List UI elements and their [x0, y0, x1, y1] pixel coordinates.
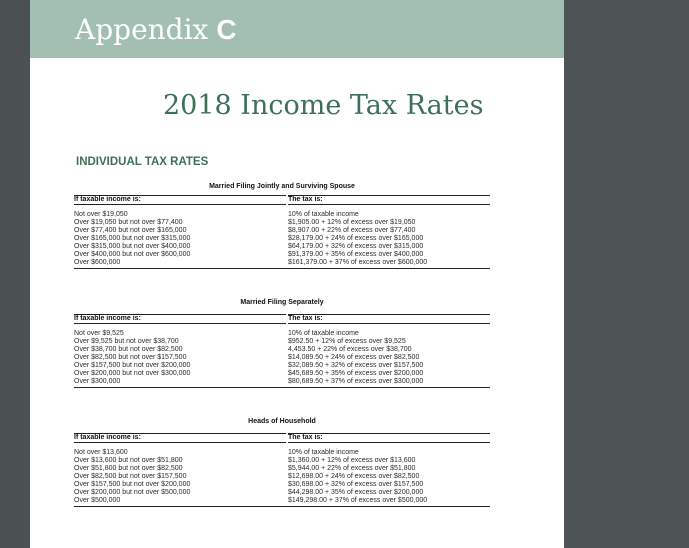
document-page: [30, 0, 564, 548]
table-row: [74, 497, 490, 505]
tax-cell: $149,298.00 + 37% of excess over $500,000: [288, 497, 428, 504]
table-body: [74, 449, 490, 505]
tax-cell: $14,089.50 + 24% of excess over $82,500: [288, 354, 420, 361]
income-cell: Over $157,500 but not over $200,000: [74, 362, 191, 369]
table-row: [74, 235, 490, 243]
table-bottom-rule: [74, 387, 490, 388]
table-row: [74, 211, 490, 219]
table-row: [74, 473, 490, 481]
col-header-income: If taxable income is:: [74, 314, 286, 324]
tax-cell: $64,179.00 + 32% of excess over $315,000: [288, 243, 424, 250]
income-cell: Not over $19,050: [74, 211, 128, 218]
tax-cell: $80,689.50 + 37% of excess over $300,000: [288, 378, 424, 385]
page-title: 2018 Income Tax Rates: [163, 90, 484, 121]
income-cell: Over $13,600 but not over $51,800: [74, 457, 183, 464]
tax-cell: $45,689.50 + 35% of excess over $200,000: [288, 370, 424, 377]
col-header-tax: The tax is:: [288, 195, 490, 205]
table-row: [74, 370, 490, 378]
table-caption: Married Filing Jointly and Surviving Spouse: [209, 183, 355, 190]
table-caption: Married Filing Separately: [240, 299, 324, 306]
table-row: [74, 457, 490, 465]
tax-cell: 10% of taxable income: [288, 330, 359, 337]
tax-cell: $32,089.50 + 32% of excess over $157,500: [288, 362, 424, 369]
col-header-income: If taxable income is:: [74, 195, 286, 205]
tax-cell: $1,905.00 + 12% of excess over $19,050: [288, 219, 416, 226]
table-row: [74, 449, 490, 457]
table-row: [74, 330, 490, 338]
income-cell: Over $165,000 but not over $315,000: [74, 235, 191, 242]
tax-cell: 10% of taxable income: [288, 211, 359, 218]
section-heading: INDIVIDUAL TAX RATES: [76, 156, 209, 168]
table-row: [74, 346, 490, 354]
income-cell: Not over $9,525: [74, 330, 124, 337]
table-row: [74, 465, 490, 473]
table-row: [74, 354, 490, 362]
col-header-tax: The tax is:: [288, 314, 490, 324]
table-row: [74, 378, 490, 386]
table-row: [74, 481, 490, 489]
table-row: [74, 243, 490, 251]
table-row: [74, 338, 490, 346]
tax-cell: 10% of taxable income: [288, 449, 359, 456]
appendix-letter: C: [216, 14, 237, 45]
tax-cell: $28,179.00 + 24% of excess over $165,000: [288, 235, 424, 242]
income-cell: Over $315,000 but not over $400,000: [74, 243, 191, 250]
income-cell: Over $600,000: [74, 259, 121, 266]
income-cell: Over $300,000: [74, 378, 121, 385]
table-header: [74, 314, 490, 323]
table-row: [74, 362, 490, 370]
table-body: [74, 330, 490, 386]
table-row: [74, 489, 490, 497]
income-cell: Over $157,500 but not over $200,000: [74, 481, 191, 488]
col-header-income: If taxable income is:: [74, 433, 286, 443]
table-body: [74, 211, 490, 267]
appendix-banner: [30, 0, 564, 58]
col-header-tax: The tax is:: [288, 433, 490, 443]
appendix-title: [75, 13, 237, 46]
income-cell: Over $19,050 but not over $77,400: [74, 219, 183, 226]
tax-cell: $952.50 + 12% of excess over $9,525: [288, 338, 406, 345]
tax-cell: $8,907.00 + 22% of excess over $77,400: [288, 227, 416, 234]
table-header: [74, 433, 490, 442]
income-cell: Over $200,000 but not over $300,000: [74, 370, 191, 377]
tax-cell: $1,360.00 + 12% of excess over $13,600: [288, 457, 416, 464]
tax-cell: 4,453.50 + 22% of excess over $38,700: [288, 346, 412, 353]
income-cell: Over $500,000: [74, 497, 121, 504]
income-cell: Over $9,525 but not over $38,700: [74, 338, 179, 345]
table-row: [74, 251, 490, 259]
income-cell: Over $200,000 but not over $500,000: [74, 489, 191, 496]
appendix-prefix: Appendix: [75, 13, 209, 46]
income-cell: Over $51,800 but not over $82,500: [74, 465, 183, 472]
income-cell: Over $82,500 but not over $157,500: [74, 473, 187, 480]
income-cell: Over $82,500 but not over $157,500: [74, 354, 187, 361]
table-bottom-rule: [74, 506, 490, 507]
table-row: [74, 219, 490, 227]
viewer-left-margin: [0, 0, 30, 548]
table-caption: Heads of Household: [248, 418, 316, 425]
table-bottom-rule: [74, 268, 490, 269]
table-header: [74, 195, 490, 204]
income-cell: Over $400,000 but not over $600,000: [74, 251, 191, 258]
income-cell: Over $38,700 but not over $82,500: [74, 346, 183, 353]
viewer-background: [564, 0, 689, 548]
tax-cell: $91,379.00 + 35% of excess over $400,000: [288, 251, 424, 258]
income-cell: Not over $13,600: [74, 449, 128, 456]
tax-cell: $5,944.00 + 22% of excess over $51,800: [288, 465, 416, 472]
table-row: [74, 227, 490, 235]
income-cell: Over $77,400 but not over $165,000: [74, 227, 187, 234]
tax-cell: $30,698.00 + 32% of excess over $157,500: [288, 481, 424, 488]
table-row: [74, 259, 490, 267]
tax-cell: $12,698.00 + 24% of excess over $82,500: [288, 473, 420, 480]
tax-cell: $161,379.00 + 37% of excess over $600,000: [288, 259, 428, 266]
tax-cell: $44,298.00 + 35% of excess over $200,000: [288, 489, 424, 496]
